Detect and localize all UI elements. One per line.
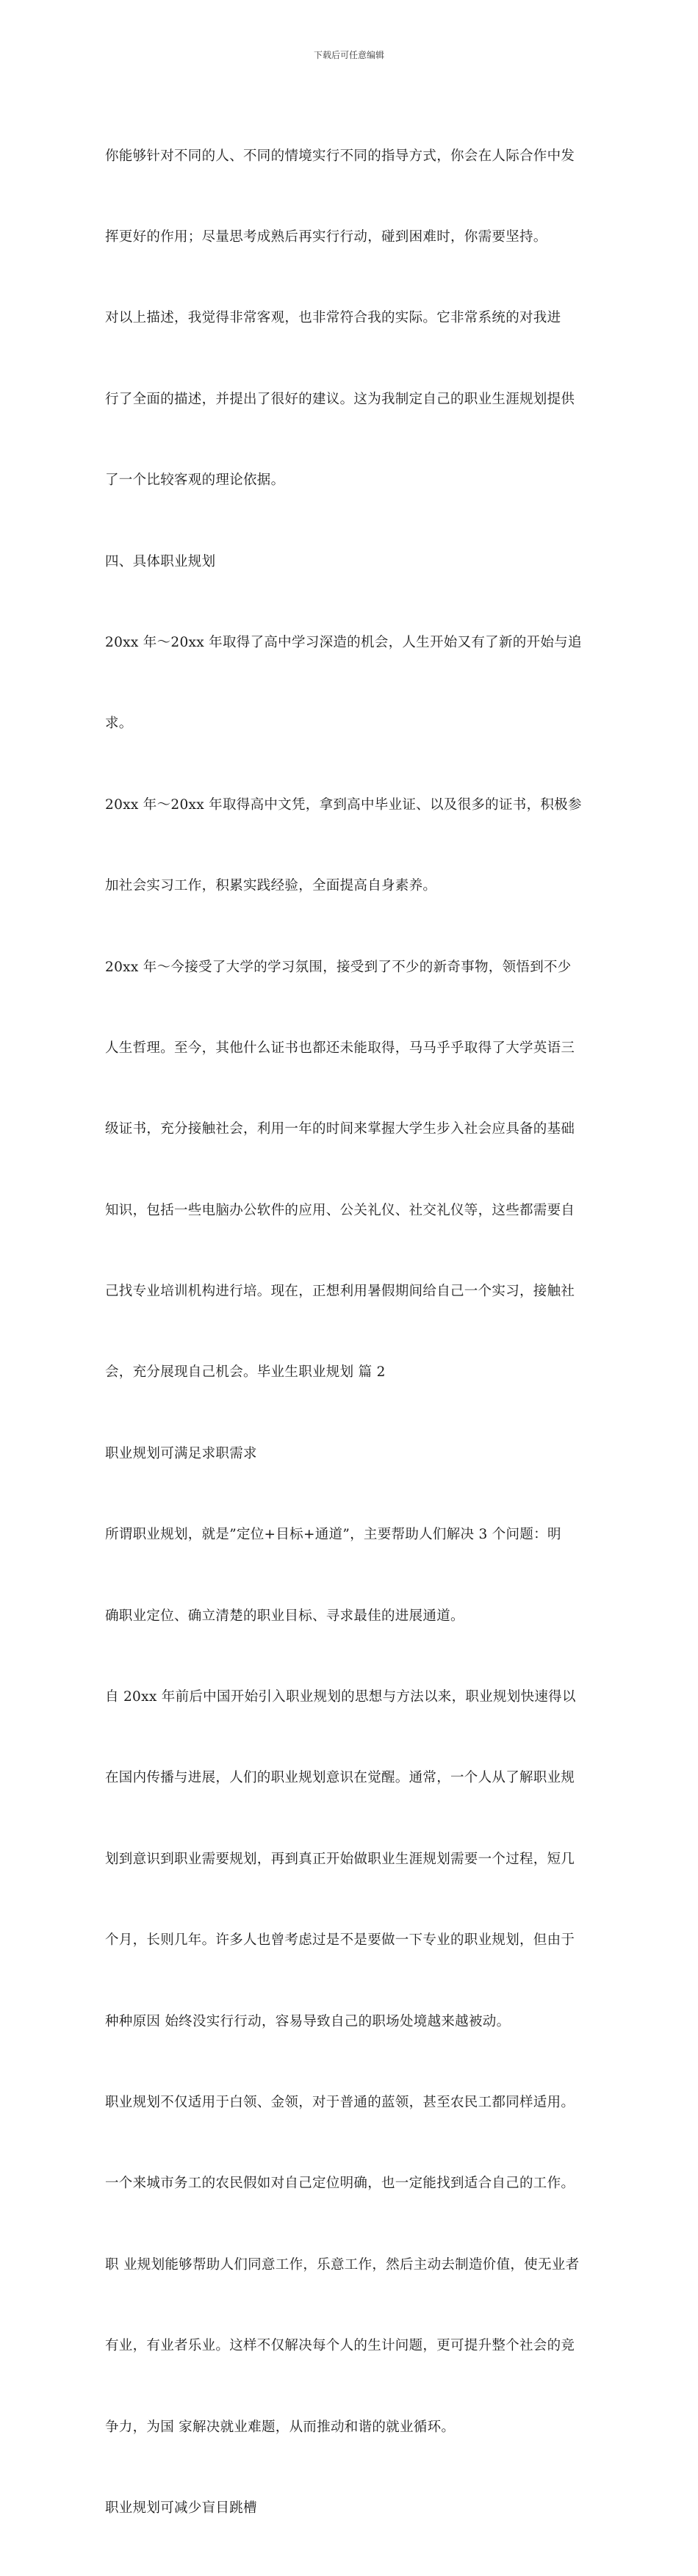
text-line: 种种原因 始终没实行行动，容易导致自己的职场处境越来越被动。 xyxy=(105,2013,511,2029)
text-line: 加社会实习工作，积累实践经验，全面提高自身素养。 xyxy=(105,878,437,894)
text-line: 一个来城市务工的农民假如对自己定位明确，也一定能找到适合自己的工作。 xyxy=(105,2176,575,2192)
section-heading: 职业规划可满足求职需求 xyxy=(105,1445,257,1461)
text-line: 对以上描述，我觉得非常客观，也非常符合我的实际。它非常系统的对我进 xyxy=(105,310,561,326)
text-line: 挥更好的作用；尽量思考成熟后再实行行动，碰到困难时，你需要坚持。 xyxy=(105,229,547,245)
text-line: 划到意识到职业需要规划，再到真正开始做职业生涯规划需要一个过程，短几 xyxy=(105,1851,575,1867)
text-line: 你能够针对不同的人、不同的情境实行不同的指导方式，你会在人际合作中发 xyxy=(105,148,575,164)
text-line: 在国内传播与进展，人们的职业规划意识在觉醒。通常，一个人从了解职业规 xyxy=(105,1770,575,1786)
text-line: 会，充分展现自己机会。毕业生职业规划 篇 2 xyxy=(105,1364,386,1381)
text-line: 20xx 年～今接受了大学的学习氛围，接受到了不少的新奇事物，领悟到不少 xyxy=(105,959,572,975)
document-body xyxy=(105,89,605,2576)
section-heading: 职业规划可减少盲目跳槽 xyxy=(105,2500,257,2516)
text-line: 有业，有业者乐业。这样不仅解决每个人的生计问题，更可提升整个社会的竞 xyxy=(105,2338,575,2354)
text-line: 求。 xyxy=(105,716,133,732)
text-line: 职 业规划能够帮助人们同意工作，乐意工作，然后主动去制造价值，使无业者 xyxy=(105,2256,580,2273)
text-line: 确职业定位、确立清楚的职业目标、寻求最佳的进展通道。 xyxy=(105,1608,464,1624)
text-line: 人生哲理。至今，其他什么证书也都还未能取得，马马乎乎取得了大学英语三 xyxy=(105,1040,575,1056)
text-line: 职业规划不仅适用于白领、金领，对于普通的蓝领，甚至农民工都同样适用。 xyxy=(105,2094,575,2110)
section-heading: 四、具体职业规划 xyxy=(105,553,216,569)
text-line: 争力，为国 家解决就业难题，从而推动和谐的就业循环。 xyxy=(105,2419,456,2435)
text-line: 个月，长则几年。许多人也曾考虑过是不是要做一下专业的职业规划，但由于 xyxy=(105,1932,575,1949)
text-line: 了一个比较客观的理论依据。 xyxy=(105,472,285,489)
document-text xyxy=(105,89,605,2576)
text-line: 级证书，充分接触社会，利用一年的时间来掌握大学生步入社会应具备的基础 xyxy=(105,1121,575,1137)
text-line: 行了全面的描述，并提出了很好的建议。这为我制定自己的职业生涯规划提供 xyxy=(105,391,575,407)
text-line: 20xx 年～20xx 年取得了高中学习深造的机会，人生开始又有了新的开始与追 xyxy=(105,634,582,650)
text-line: 自 20xx 年前后中国开始引入职业规划的思想与方法以来，职业规划快速得以 xyxy=(105,1689,576,1705)
header-note: 下载后可任意编辑 xyxy=(313,50,384,60)
text-line: 己找专业培训机构进行培。现在，正想利用暑假期间给自己一个实习，接触社 xyxy=(105,1284,575,1300)
text-line: 知识，包括一些电脑办公软件的应用、公关礼仪、社交礼仪等，这些都需要自 xyxy=(105,1202,575,1218)
text-line: 所谓职业规划，就是”定位+目标+通道”，主要帮助人们解决 3 个问题：明 xyxy=(105,1527,561,1543)
text-line: 20xx 年～20xx 年取得高中文凭，拿到高中毕业证、以及很多的证书，积极参 xyxy=(105,796,582,813)
